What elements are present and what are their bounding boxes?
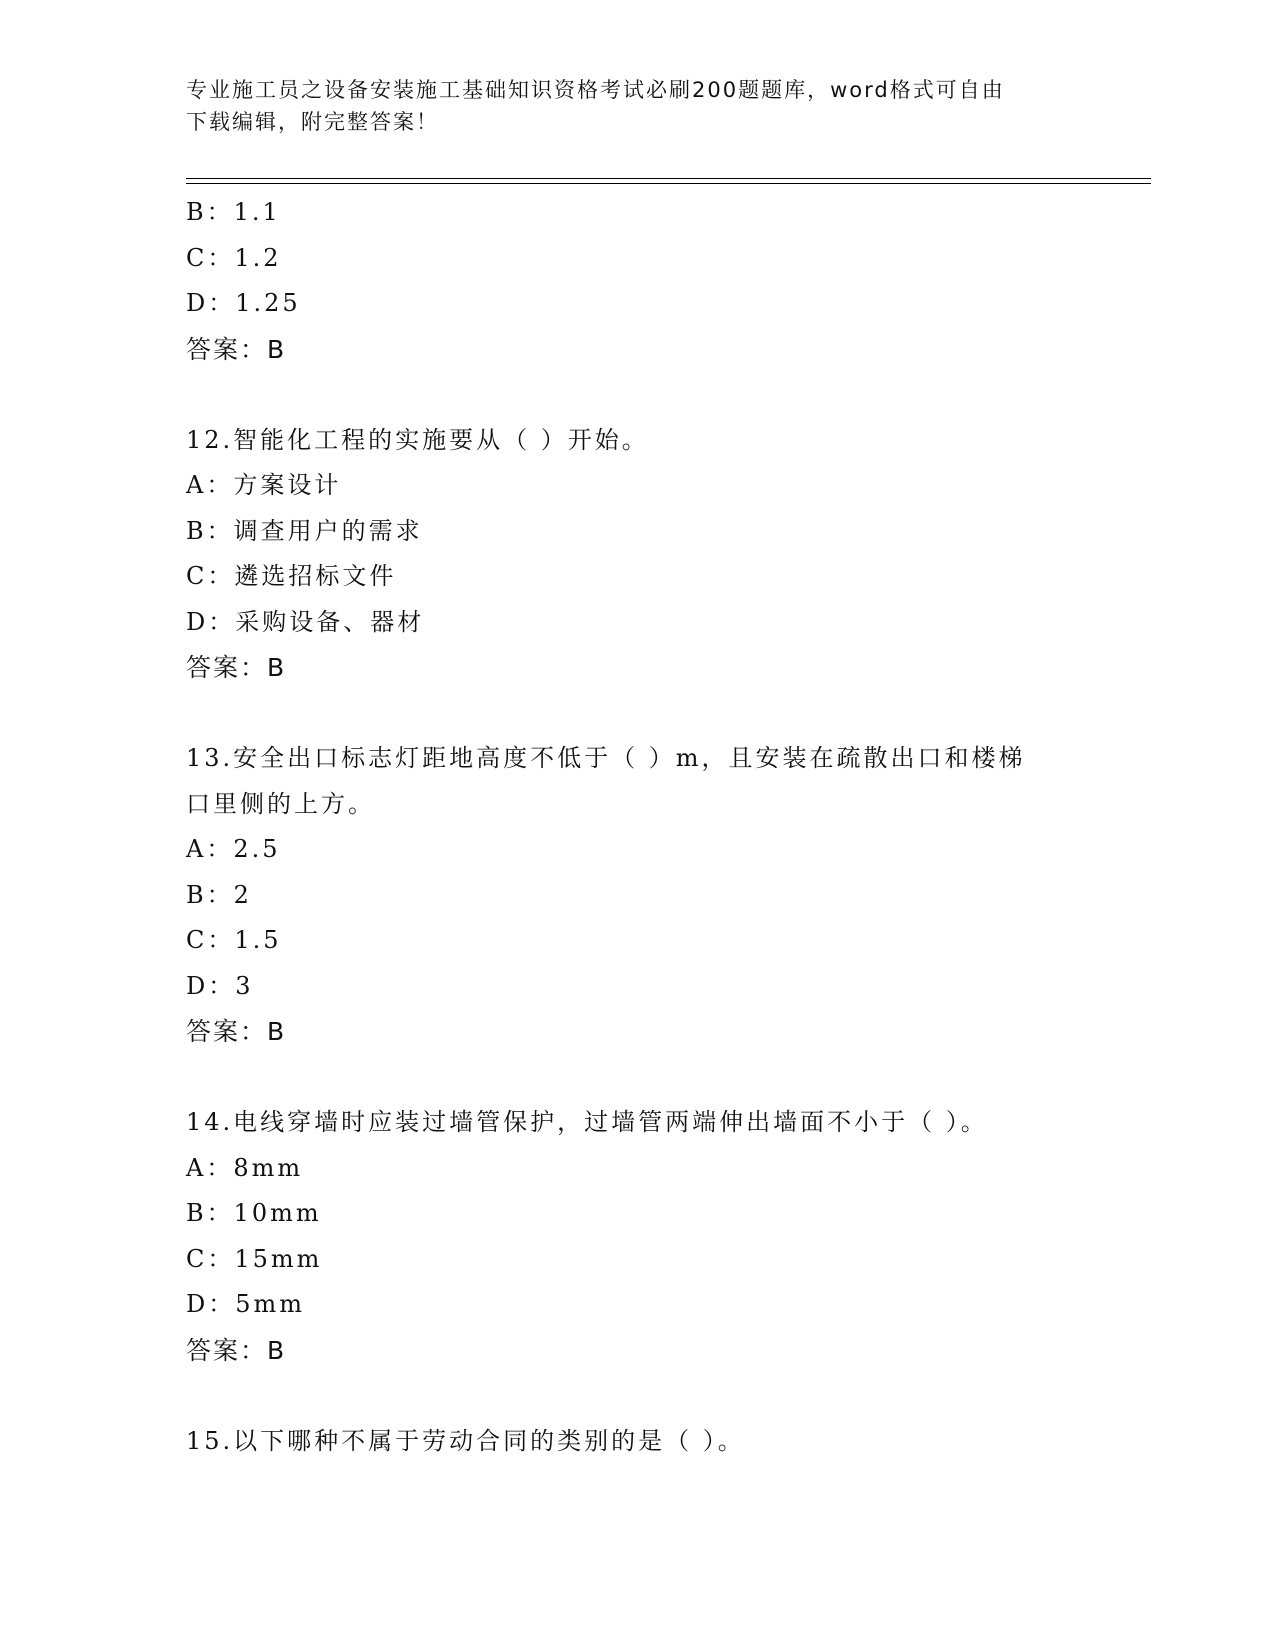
answer-line: 答案：B: [186, 653, 287, 682]
question-15-block: [186, 1419, 1086, 1465]
question-list: [186, 190, 1086, 1464]
option-d: D：1.25: [186, 289, 301, 317]
question-text: 12.智能化工程的实施要从（ ）开始。: [186, 425, 649, 454]
option-a: A：方案设计: [186, 471, 342, 499]
spacer: [186, 372, 1086, 418]
option-a: A：2.5: [186, 835, 281, 863]
answer-line: 答案：B: [186, 1017, 287, 1046]
header-title-line-1: 专业施工员之设备安装施工基础知识资格考试必刷200题题库，word格式可自由: [186, 78, 1005, 102]
option-b: B：2: [186, 880, 252, 909]
question-14-block: [186, 1100, 1086, 1373]
spacer: [186, 1373, 1086, 1419]
document-header: [186, 74, 1066, 138]
option-b: B：1.1: [186, 198, 281, 226]
option-d: D：采购设备、器材: [186, 607, 425, 636]
question-text: 14.电线穿墙时应装过墙管保护，过墙管两端伸出墙面不小于（ ）。: [186, 1108, 988, 1136]
header-rule-bottom: [186, 183, 1151, 184]
option-d: D：5mm: [186, 1290, 306, 1318]
question-11-block: [186, 190, 1086, 372]
header-title-line-2: 下载编辑，附完整答案！: [186, 110, 439, 134]
question-text-line-2: 口里侧的上方。: [186, 789, 375, 818]
header-rule-top: [186, 178, 1151, 179]
option-c: C：1.2: [186, 243, 282, 272]
spacer: [186, 690, 1086, 736]
question-13-block: [186, 736, 1086, 1054]
question-12-block: [186, 418, 1086, 691]
option-c: C：15mm: [186, 1244, 323, 1273]
question-text-line-1: 13.安全出口标志灯距地高度不低于（ ）m，且安装在疏散出口和楼梯: [186, 744, 1026, 772]
option-c: C：1.5: [186, 926, 282, 954]
spacer: [186, 1054, 1086, 1100]
option-b: B：10mm: [186, 1199, 322, 1227]
question-text: 15.以下哪种不属于劳动合同的类别的是（ ）。: [186, 1426, 745, 1455]
option-c: C：遴选招标文件: [186, 562, 397, 590]
answer-line: 答案：B: [186, 334, 287, 364]
option-a: A：8mm: [186, 1153, 304, 1182]
option-d: D：3: [186, 971, 254, 1000]
answer-line: 答案：B: [186, 1335, 287, 1365]
option-b: B：调查用户的需求: [186, 516, 423, 545]
